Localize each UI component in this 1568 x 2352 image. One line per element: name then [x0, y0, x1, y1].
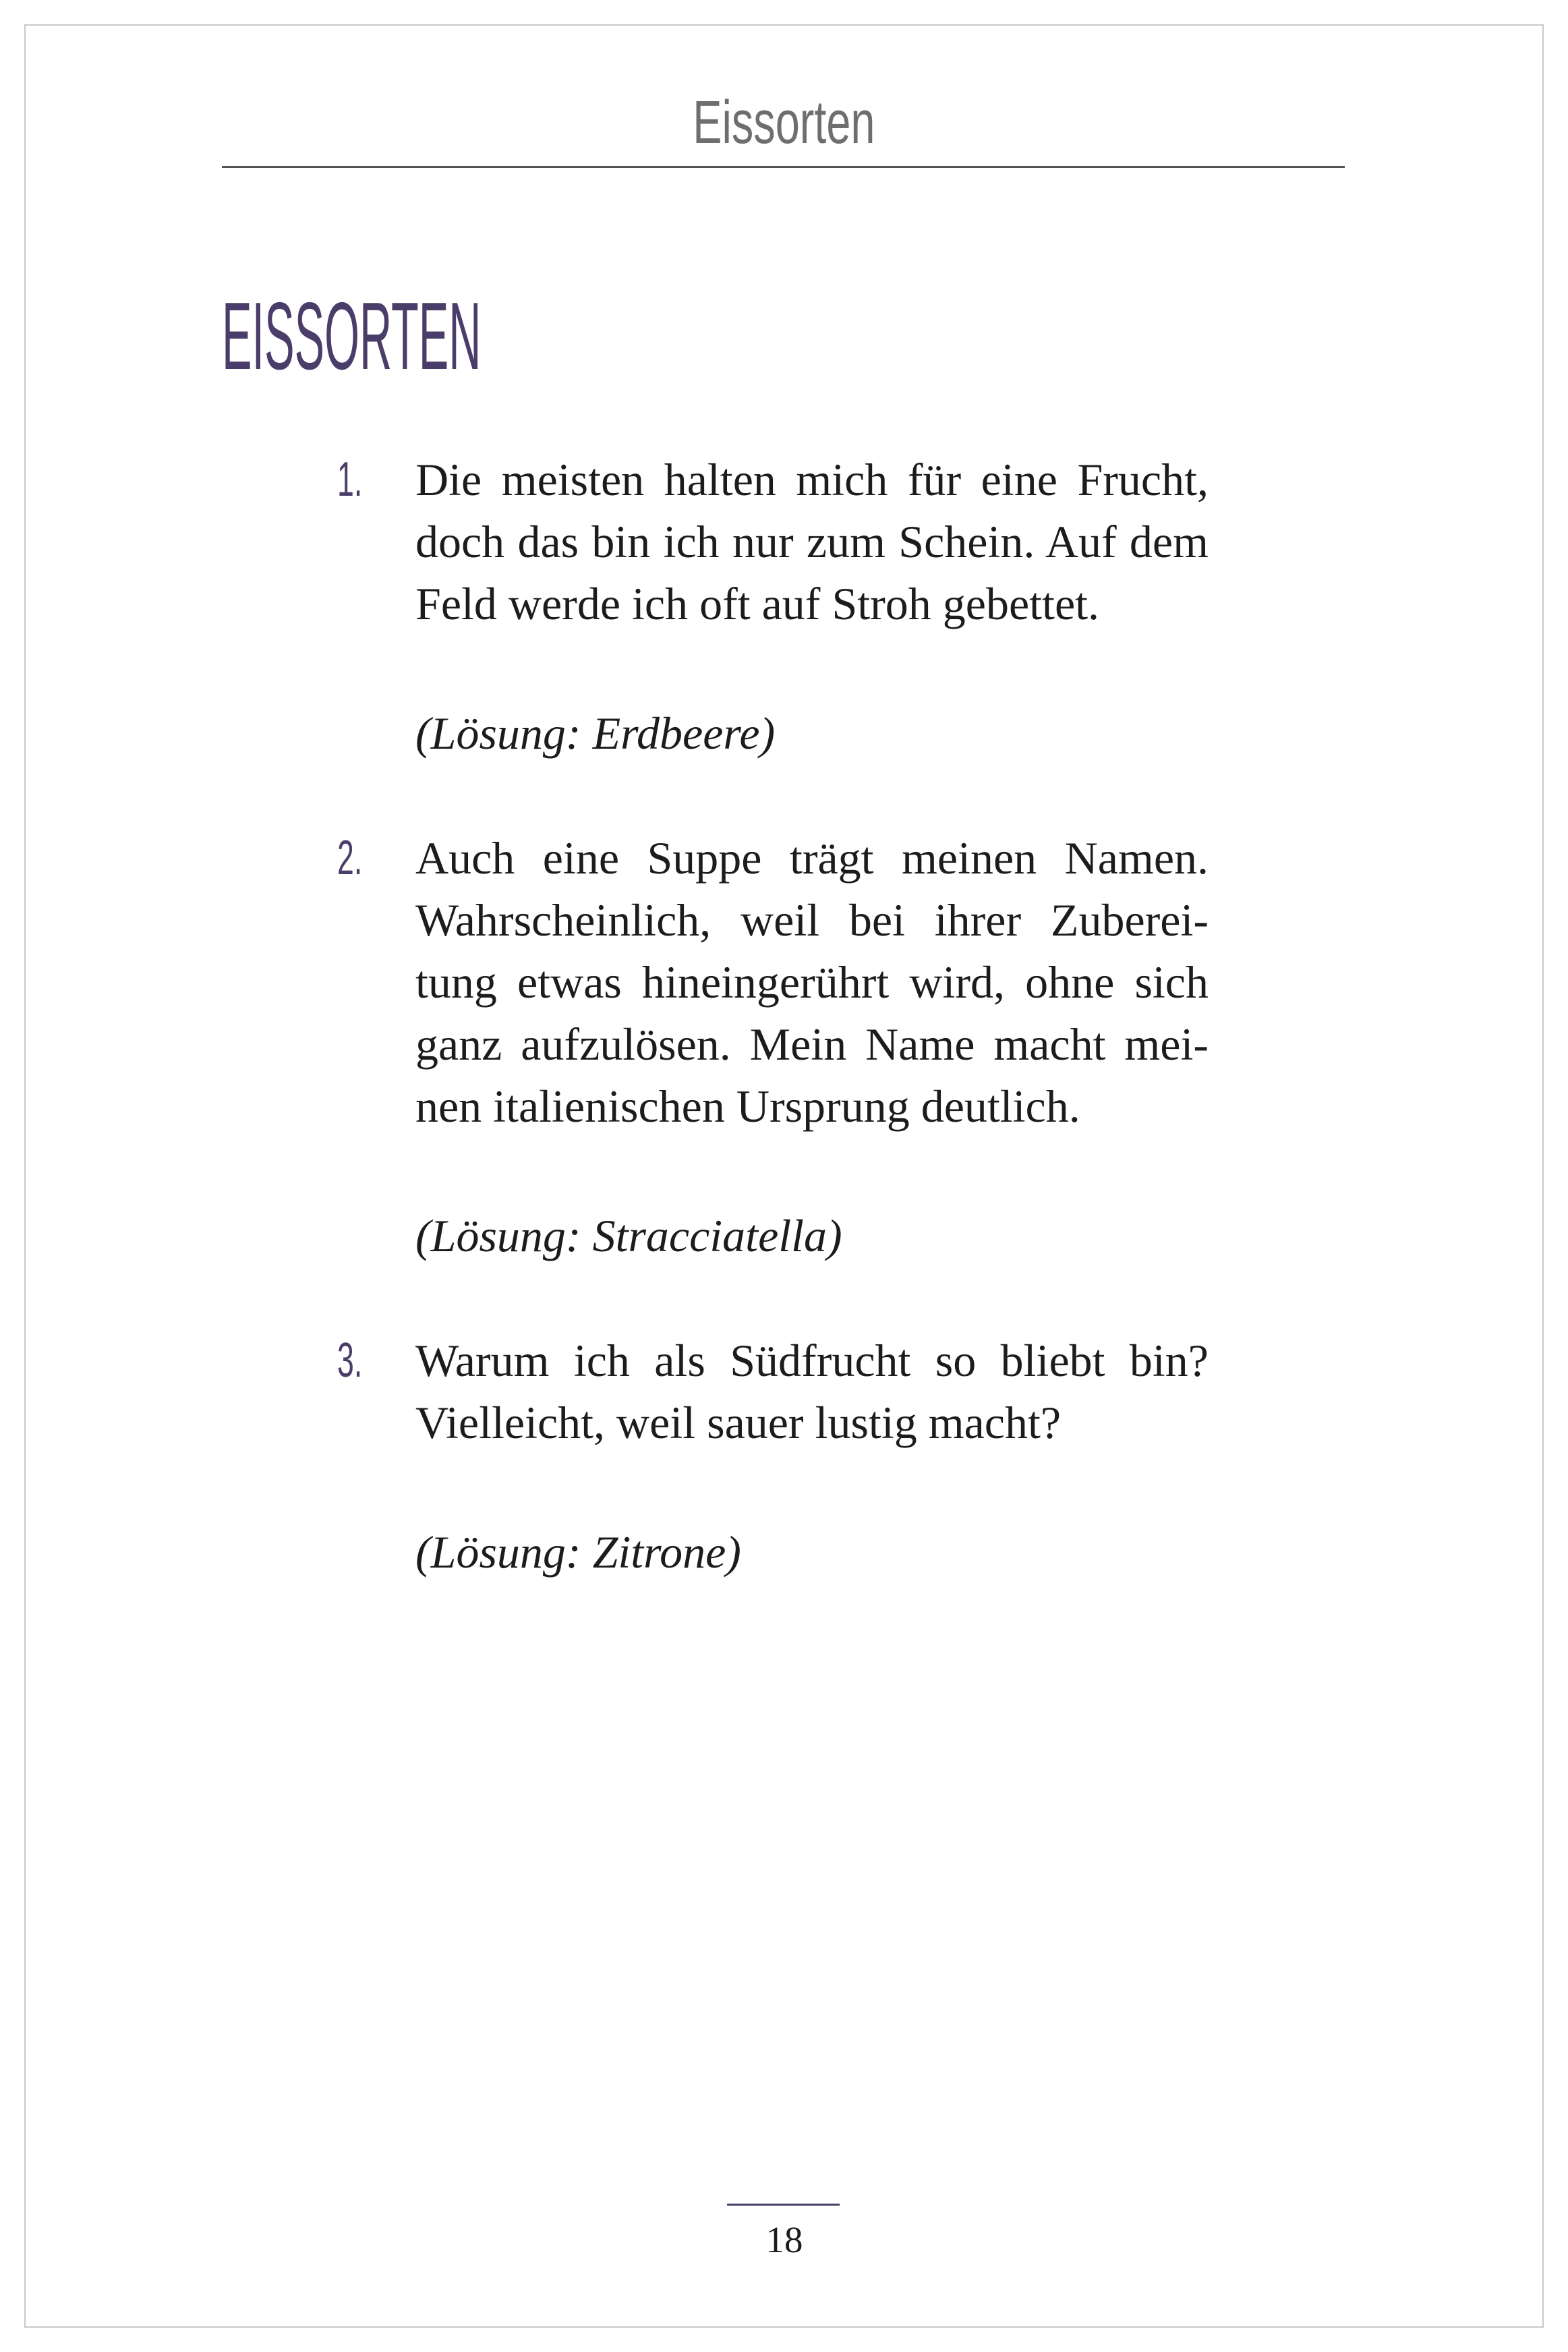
riddle-line: Vielleicht, weil sauer lustig macht? [415, 1397, 1062, 1448]
footer-divider [727, 2204, 840, 2206]
riddle-item-2 [337, 827, 1209, 1267]
riddle-solution: (Lösung: Zitrone) [415, 1526, 741, 1578]
riddle-solution: (Lösung: Erdbeere) [415, 708, 776, 759]
page-number: 18 [765, 2219, 803, 2260]
riddle-line: tung etwas hineingerührt wird, ohne sich [415, 956, 1209, 1008]
riddle-line: Feld werde ich oft auf Stroh gebettet. [415, 578, 1100, 629]
riddle-solution: (Lösung: Stracciatella) [415, 1210, 842, 1261]
riddle-line: Die meisten halten mich für eine Frucht, [415, 454, 1209, 505]
riddle-line: nen italienischen Ursprung deutlich. [415, 1081, 1080, 1132]
riddle-list [337, 449, 1209, 1646]
riddle-number: 1. [337, 453, 363, 507]
header-divider [222, 166, 1345, 168]
riddle-item-3 [337, 1329, 1209, 1583]
riddle-line: doch das bin ich nur zum Schein. Auf dem [415, 516, 1209, 567]
riddle-line: Warum ich als Südfrucht so bliebt bin? [415, 1335, 1209, 1386]
riddle-item-1 [337, 449, 1209, 764]
riddle-line: ganz aufzulösen. Mein Name macht mei- [415, 1019, 1209, 1070]
riddle-line: Wahrscheinlich, weil bei ihrer Zuberei- [415, 894, 1209, 946]
riddle-number: 3. [337, 1333, 363, 1387]
running-header-title: Eissorten [693, 89, 875, 156]
riddle-line: Auch eine Suppe trägt meinen Namen. [415, 832, 1209, 884]
riddle-number: 2. [337, 831, 363, 885]
chapter-title: EISSORTEN [222, 283, 482, 390]
